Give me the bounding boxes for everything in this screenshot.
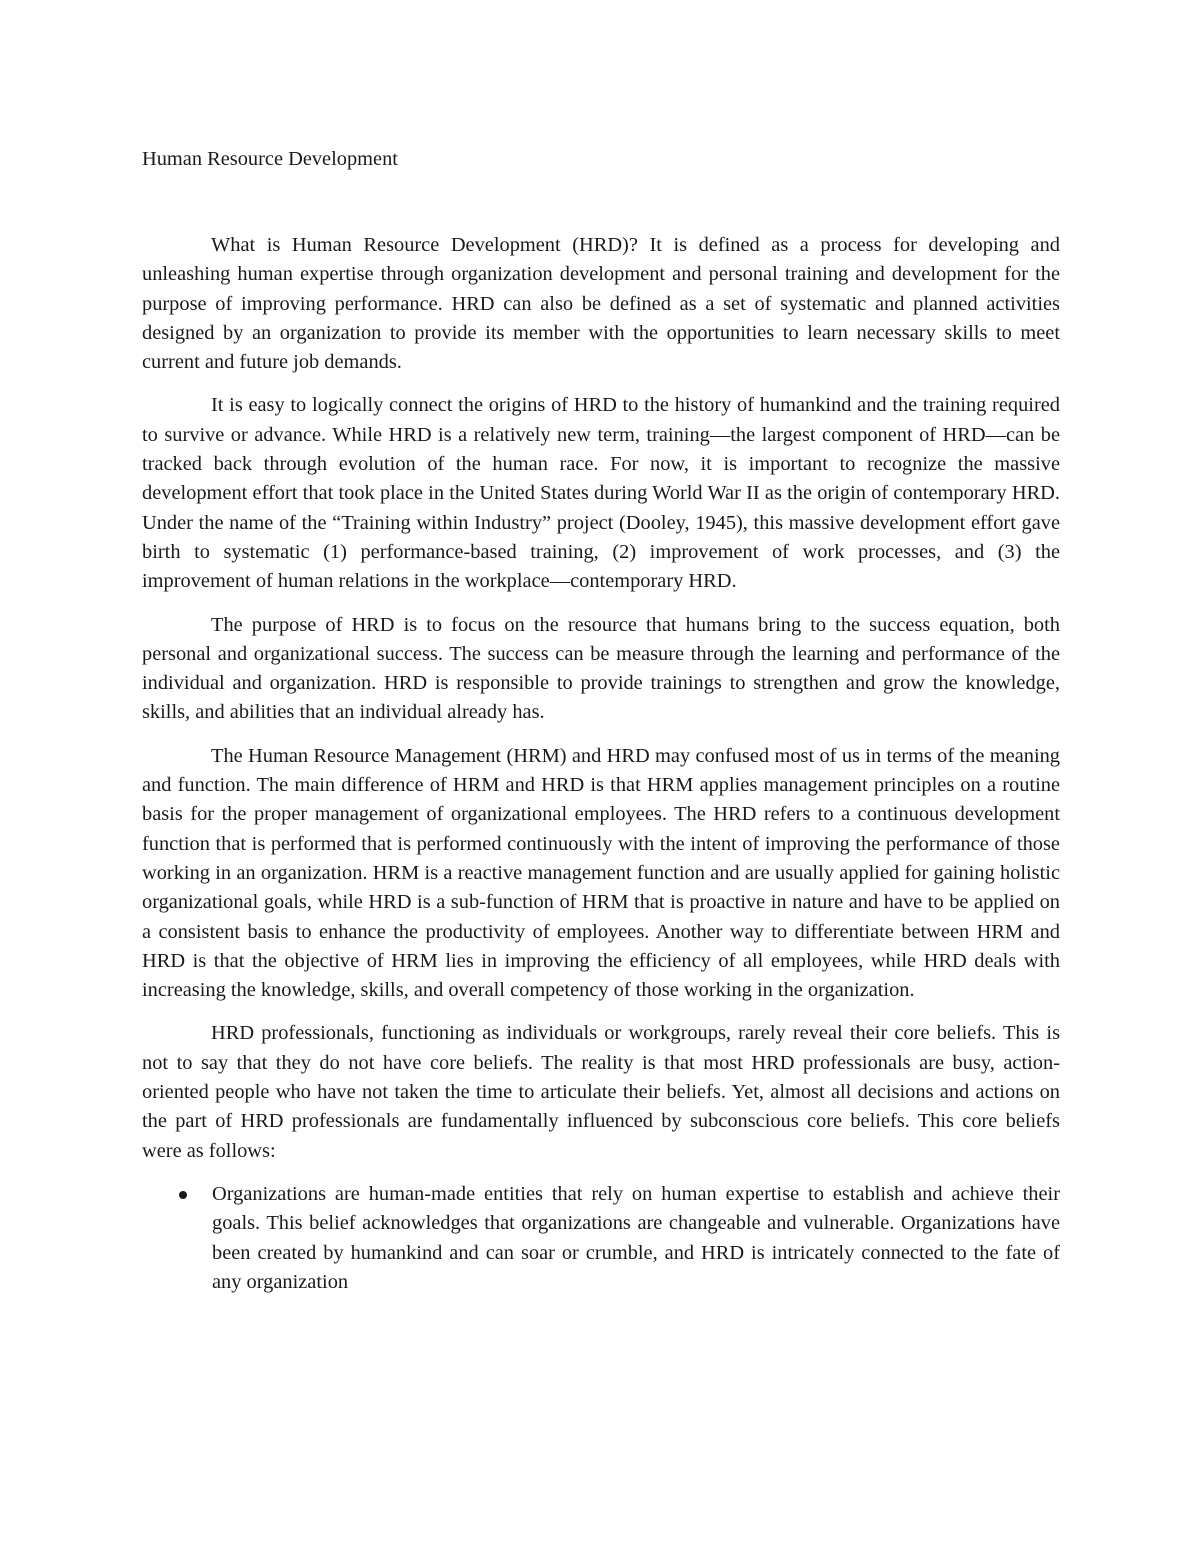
bullet-icon — [179, 1191, 187, 1199]
core-beliefs-list — [142, 1180, 1060, 1297]
paragraph-hrd-purpose: The purpose of HRD is to focus on the resource that humans bring to the success equation, both personal and organizational success. The success can be measure through the learning and performance of the individual and organization. HRD is responsible to provide trainings to strengthen and grow the knowledge, skills, and abilities that an individual already has. — [142, 613, 1060, 724]
list-item — [142, 1180, 1060, 1297]
document-body — [142, 231, 1060, 1297]
document-title: Human Resource Development — [142, 148, 398, 170]
paragraph-hrd-origins: It is easy to logically connect the origins of HRD to the history of humankind and the training required to survive or advance. While HRD is a relatively new term, training—the largest component of HRD—can be tracked back through evolution of the human race. For now, it is important to recognize the massive development effort that took place in the United States during World War II as the origin of contemporary HRD. Under the name of the “Training within Industry” project (Dooley, 1945), this massive development effort gave birth to systematic (1) performance-based training, (2) improvement of work processes, and (3) the improvement of human relations in the workplace—contemporary HRD. — [142, 394, 1060, 593]
paragraph-hrm-vs-hrd: The Human Resource Management (HRM) and HRD may confused most of us in terms of the meaning and function. The main difference of HRM and HRD is that HRM applies management principles on a routine basis for the proper management of organizational employees. The HRD refers to a continuous development function that is performed that is performed continuously with the intent of improving the performance of those working in an organization. HRM is a reactive management function and are usually applied for gaining holistic organizational goals, while HRD is a sub-function of HRM that is proactive in nature and have to be applied on a consistent basis to enhance the productivity of employees. Another way to differentiate between HRM and HRD is that the objective of HRM lies in improving the efficiency of all employees, while HRD deals with increasing the knowledge, skills, and overall competency of those working in the organization. — [142, 744, 1060, 1002]
paragraph-hrd-definition: What is Human Resource Development (HRD)? It is defined as a process for developing and unleashing human expertise through organization development and personal training and development for the purpose of improving performance. HRD can also be defined as a set of systematic and planned activities designed by an organization to provide its member with the opportunities to learn necessary skills to meet current and future job demands. — [142, 234, 1060, 374]
paragraph-core-beliefs: HRD professionals, functioning as individuals or workgroups, rarely reveal their core beliefs. This is not to say that they do not have core beliefs. The reality is that most HRD professionals are busy, action-oriented people who have not taken the time to articulate their beliefs. Yet, almost all decisions and actions on the part of HRD professionals are fundamentally influenced by subconscious core beliefs. This core beliefs were as follows: — [142, 1022, 1060, 1162]
list-item-text: Organizations are human-made entities that rely on human expertise to establish and achieve their goals. This belief acknowledges that organizations are changeable and vulnerable. Organizations have been created by humankind and can soar or crumble, and HRD is intricately connected to the fate of any organization — [212, 1182, 1060, 1293]
